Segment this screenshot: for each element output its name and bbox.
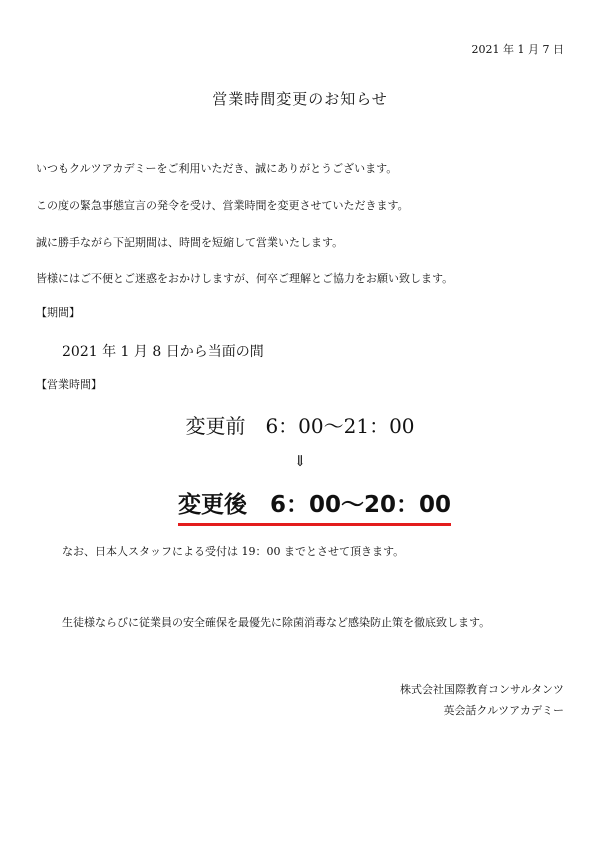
staff-reception-note: なお、日本人スタッフによる受付は 19：00 までとさせて頂きます。	[62, 545, 405, 558]
hours-before: 変更前 6：00～21：00	[185, 414, 415, 438]
paragraph-greeting: いつもクルツアカデミーをご利用いただき、誠にありがとうございます。	[36, 162, 398, 175]
down-arrow-icon: ⇓	[293, 452, 307, 470]
paragraph-shortened-hours: 誠に勝手ながら下記期間は、時間を短縮して営業いたします。	[36, 236, 344, 249]
safety-measures-note: 生徒様ならびに従業員の安全確保を最優先に除菌消毒など感染防止策を徹底致します。	[62, 616, 491, 629]
signature-school: 英会話クルツアカデミー	[443, 704, 564, 717]
notice-title: 営業時間変更のお知らせ	[212, 90, 388, 108]
period-value: 2021 年 1 月 8 日から当面の間	[62, 344, 264, 360]
signature-company: 株式会社国際教育コンサルタンツ	[399, 683, 564, 696]
paragraph-apology: 皆様にはご不便とご迷惑をおかけしますが、何卒ご理解とご協力をお願い致します。	[36, 272, 454, 285]
hours-after: 変更後 6：00～20：00	[178, 486, 451, 526]
notice-date: 2021 年 1 月 7 日	[471, 43, 564, 56]
paragraph-reason: この度の緊急事態宣言の発令を受け、営業時間を変更させていただきます。	[36, 199, 409, 212]
hours-label: 【営業時間】	[36, 378, 102, 391]
period-label: 【期間】	[36, 306, 80, 319]
